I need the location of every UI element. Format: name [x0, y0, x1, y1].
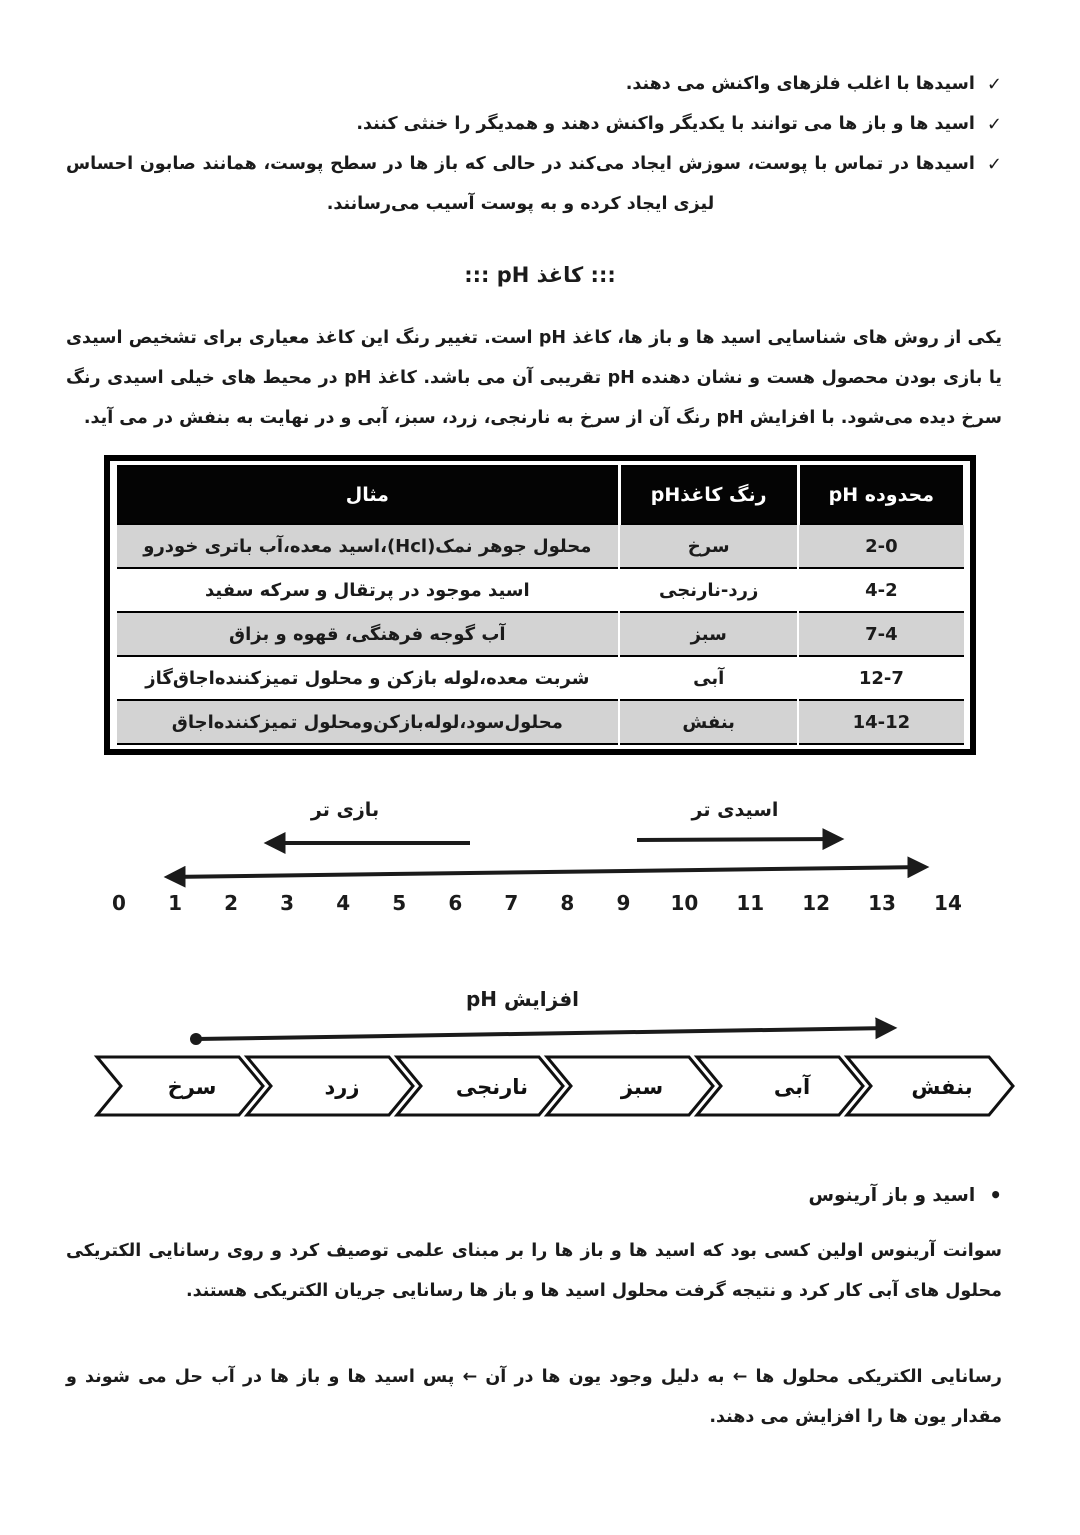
cell-paper-color: بنفش: [619, 700, 798, 744]
checkmark-icon: ✓: [986, 154, 1002, 175]
bullet-text: اسیدها با اغلب فلزهای واکنش می دهند.: [625, 74, 975, 94]
cell-paper-color: زرد-نارنجی: [619, 568, 798, 612]
ph-table: [104, 455, 976, 755]
conductivity-paragraph: رسانایی الکتریکی محلول ها ← به دلیل وجود یون ها در آن ← پس اسید ها و باز ها در آب حل می شوند و مقدار یون ها را افزایش می دهند.: [66, 1367, 1002, 1427]
chevron-label: زرد: [324, 1075, 360, 1099]
cell-paper-color: سرخ: [619, 524, 798, 568]
bullet-item: [66, 64, 1002, 104]
cell-ph-range: 14-12: [798, 700, 964, 744]
section-heading-text: اسید و باز آرینوس: [808, 1184, 976, 1206]
bullet-list: [0, 0, 1080, 224]
arrhenius-paragraph: سوانت آرینوس اولین کسی بود که اسید ها و باز ها را بر مبنای علمی توصیف کرد و روی رسانایی الکتریکی محلول های آبی کار کرد و نتیجه گرفت محلول اسید ها و باز ها رسانایی جریان الکتریکی هستند.: [66, 1241, 1002, 1301]
bullet-item: [66, 104, 1002, 144]
table-row: [116, 700, 965, 744]
tick-label: 13: [868, 891, 896, 915]
chevron-label: سبز: [620, 1075, 664, 1099]
checkmark-icon: ✓: [986, 74, 1002, 95]
table-row: [116, 524, 965, 568]
cell-example: شربت معده،لوله بازکن و محلول تمیزکننده‌اجاق‌گاز: [116, 656, 620, 700]
cell-example: اسید موجود در پرتقال و سرکه سفید: [116, 568, 620, 612]
ph-numberline-diagram: [0, 799, 1080, 925]
column-header-ph-range: محدوده pH: [798, 466, 964, 524]
table-row: [116, 612, 965, 656]
tick-label: 1: [168, 891, 182, 915]
cell-paper-color: سبز: [619, 612, 798, 656]
table-row: [116, 656, 965, 700]
ph-scale-ticks: [110, 891, 962, 915]
bullet-item: [66, 144, 1002, 224]
tick-label: 2: [224, 891, 239, 915]
tick-label: 10: [670, 891, 699, 915]
column-header-example: مثال: [116, 466, 620, 524]
tick-label: 5: [392, 891, 407, 915]
chevron-label: سرخ: [167, 1075, 217, 1099]
cell-ph-range: 7-4: [798, 612, 964, 656]
cell-example: محلول جوهر نمک(Hcl)،اسید معده،آب باتری خودرو: [116, 524, 620, 568]
ph-increase-label: افزایش pH: [465, 987, 580, 1011]
ph-table-grid: [114, 465, 966, 745]
more-basic-label: بازی تر: [310, 799, 380, 821]
cell-example: آب گوجه فرهنگی، قهوه و بزاق: [116, 612, 620, 656]
section-heading-arrhenius: [66, 1183, 1002, 1207]
bullet-text: اسید ها و باز ها می توانند با یکدیگر واکنش دهند و همدیگر را خنثی کنند.: [356, 114, 975, 134]
ph-scale-arrow: [168, 867, 925, 877]
bullet-text: اسیدها در تماس با پوست، سوزش ایجاد می‌کند در حالی که باز ها در سطح پوست، همانند صابون احساس لیزی ایجاد کرده و به پوست آسیب می‌رسانند.: [66, 154, 975, 214]
chevron-label: بنفش: [911, 1075, 973, 1099]
cell-ph-range: 2-0: [798, 524, 964, 568]
cell-ph-range: 12-7: [798, 656, 964, 700]
page-title: ::: کاغذ pH :::: [464, 263, 616, 287]
tick-label: 7: [504, 891, 519, 915]
cell-example: محلول‌سود،لوله‌بازکن‌ومحلول تمیزکننده‌اجاق: [116, 700, 620, 744]
tick-label: 6: [448, 891, 463, 915]
ph-increase-diagram: [0, 987, 1080, 1129]
cell-paper-color: آبی: [619, 656, 798, 700]
tick-label: 4: [336, 891, 351, 915]
ph-increase-arrow: [196, 1028, 893, 1039]
numberline-arrows: [0, 825, 1080, 889]
table-row: [116, 568, 965, 612]
tick-label: 14: [934, 891, 962, 915]
tick-label: 12: [802, 891, 831, 915]
color-chevrons: [0, 1013, 1080, 1129]
intro-paragraph: یکی از روش های شناسایی اسید ها و باز ها، کاغذ pH است. تغییر رنگ این کاغذ معیاری برای تشخیص اسیدی یا بازی بودن محصول هست و نشان دهنده pH تقریبی آن می باشد. کاغذ pH در محیط های خیلی اسیدی رنگ سرخ دیده می‌شود. با افزایش pH رنگ آن از سرخ به نارنجی، زرد، سبز، آبی و در نهایت به بنفش در می آید.: [66, 328, 1003, 428]
tick-label: 9: [616, 891, 631, 915]
table-header-row: [116, 466, 965, 524]
cell-ph-range: 4-2: [798, 568, 964, 612]
checkmark-icon: ✓: [986, 114, 1002, 135]
more-acidic-label: اسیدی تر: [691, 799, 779, 821]
tick-label: 8: [560, 891, 575, 915]
chevron-label: آبی: [773, 1075, 811, 1099]
chevron-label: نارنجی: [455, 1075, 529, 1099]
column-header-paper-color: رنگ کاغذpH: [619, 466, 798, 524]
tick-label: 11: [736, 891, 765, 915]
tick-label: 0: [112, 891, 126, 915]
acidic-direction-arrow: [637, 839, 840, 840]
bullet-dot-icon: •: [989, 1183, 1002, 1207]
tick-label: 3: [280, 891, 295, 915]
